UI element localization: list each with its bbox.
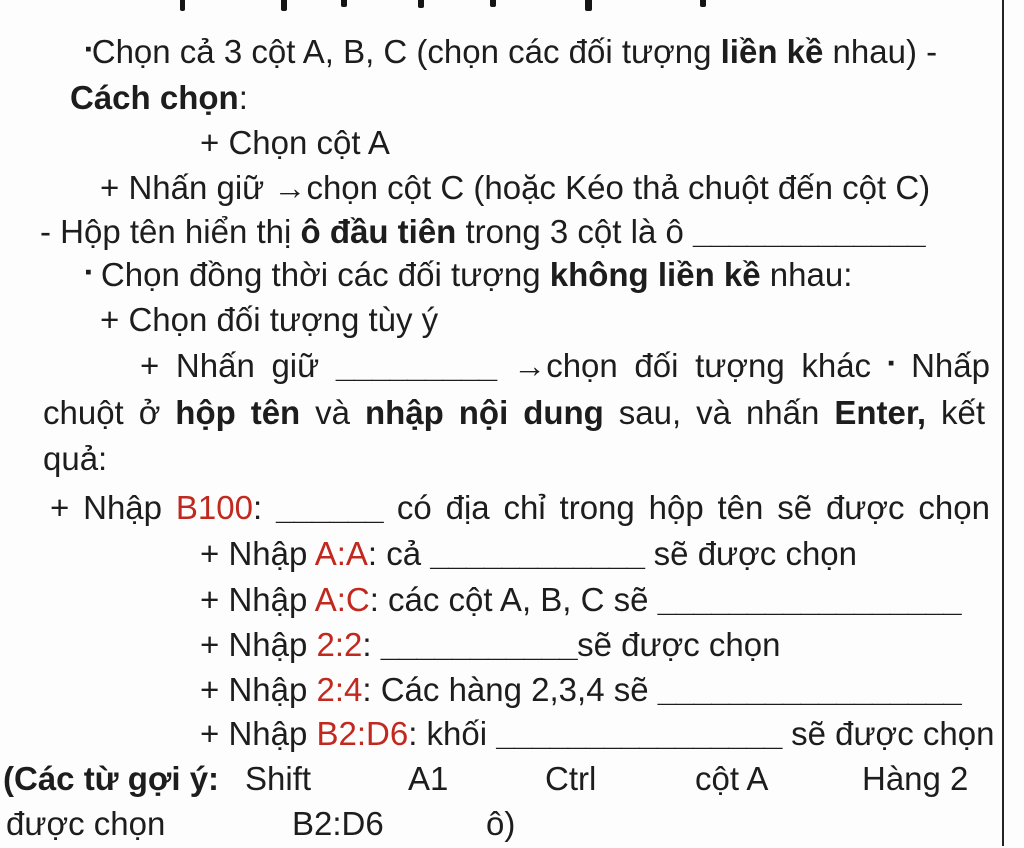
text-segment: nhấn [745, 394, 820, 431]
text-segment: tên [250, 394, 301, 431]
text-line [100, 166, 930, 212]
clipped-text-artifact [418, 0, 424, 8]
text-segment: và [696, 394, 731, 431]
red-reference-term: B2:D6 [316, 715, 409, 752]
text-segment: Nhấp [911, 347, 990, 384]
text-line [200, 712, 994, 758]
text-segment: ở [138, 394, 161, 431]
text-segment: chọn [546, 347, 618, 384]
text-segment: Ctrl [545, 760, 597, 797]
text-segment: chuột [43, 394, 124, 431]
text-line [85, 30, 937, 76]
text-segment: đối [634, 347, 679, 384]
text-segment: + Chọn cột A [200, 124, 390, 161]
text-segment: Chọn cả 3 cột A, B, C (chọn các đối tượng [91, 33, 721, 70]
text-segment: - Hộp tên hiển thị [40, 213, 301, 250]
text-segment: Enter, [834, 394, 927, 431]
text-line [200, 623, 780, 669]
text-segment: : cả [367, 535, 431, 572]
text-segment: sau, [618, 394, 682, 431]
text-line [200, 578, 961, 624]
text-segment: Shift [245, 760, 312, 797]
clipped-text-artifact [490, 0, 496, 7]
blank-underline: _________ [335, 347, 497, 384]
text-segment: + [50, 489, 70, 526]
text-segment: sẽ được chọn [644, 535, 858, 572]
text-segment: tượng [695, 347, 785, 384]
red-reference-term: 2:2 [316, 626, 363, 663]
blank-underline: ________________ [496, 715, 782, 752]
text-segment: + Nhập [200, 626, 317, 663]
text-line [100, 298, 438, 344]
text-segment: được chọn [6, 805, 166, 842]
red-reference-term: A:C [314, 581, 370, 618]
clipped-text-artifact [341, 0, 347, 7]
text-segment: (Các từ gợi ý: [3, 760, 220, 797]
text-segment: Nhấn [175, 347, 255, 384]
text-segment: Cách chọn [70, 79, 239, 116]
text-segment: : [362, 626, 381, 663]
text-segment: + Nhập [200, 581, 315, 618]
text-line [200, 532, 857, 578]
text-segment: quả: [43, 440, 108, 477]
blank-underline: _________________ [657, 671, 962, 708]
blank-underline: _________________ [657, 581, 962, 618]
text-segment: địa [445, 489, 490, 526]
page-edge-line [1002, 0, 1004, 846]
text-segment: + [140, 347, 160, 384]
text-line [140, 344, 990, 390]
text-segment: + Nhập [200, 671, 317, 708]
text-segment: + Nhấn giữ [100, 169, 274, 206]
text-segment: Chọn đồng thời các đối tượng [91, 256, 550, 293]
text-line [43, 437, 107, 483]
text-segment: được [825, 489, 905, 526]
text-segment: Nhập [83, 489, 163, 526]
text-segment: + Nhập [200, 715, 317, 752]
text-segment: ô đầu tiên [300, 213, 457, 250]
red-reference-term: 2:4 [316, 671, 363, 708]
text-segment: : các cột A, B, C sẽ [369, 581, 658, 618]
text-segment: không liền kề [549, 256, 761, 293]
text-segment: : [238, 79, 248, 116]
text-line [40, 210, 925, 256]
clipped-text-artifact [700, 0, 706, 7]
blank-underline: ____________ [430, 535, 645, 572]
text-segment: nội [458, 394, 509, 431]
text-line [50, 486, 990, 532]
text-segment: + Chọn đối tượng tùy ý [100, 301, 439, 338]
text-segment: Hàng 2 [862, 760, 969, 797]
text-segment: sẽ [777, 489, 813, 526]
text-line [43, 391, 985, 437]
bullet-icon: ▪ [85, 39, 92, 60]
text-segment: nhau: [760, 256, 853, 293]
text-segment: : Các hàng 2,3,4 sẽ [362, 671, 658, 708]
clipped-text-artifact [180, 0, 185, 11]
text-line [200, 121, 390, 167]
text-segment: nhập [364, 394, 444, 431]
text-segment: dung [523, 394, 604, 431]
text-segment: và [315, 394, 351, 431]
text-segment: liền kề [720, 33, 824, 70]
text-segment: trong [559, 489, 635, 526]
blank-underline: ______ [275, 489, 384, 526]
text-segment: ô) [486, 805, 516, 842]
text-segment: có [396, 489, 432, 526]
text-segment [176, 486, 262, 530]
text-segment: + Nhập [200, 535, 315, 572]
text-segment: kết [940, 394, 985, 431]
text-segment: khác [801, 347, 872, 384]
clipped-text-artifact [281, 0, 287, 11]
text-line [85, 253, 852, 299]
text-segment: : [252, 489, 263, 526]
text-segment: sẽ được chọn [781, 715, 995, 752]
arrow-icon: → [513, 347, 547, 384]
text-segment: chọn [918, 489, 990, 526]
bullet-icon: ▪ [887, 353, 895, 374]
text-segment: nhau) - [823, 33, 938, 70]
text-segment: trong 3 cột là ô [456, 213, 693, 250]
text-segment: hộp [648, 489, 704, 526]
text-segment: B2:D6 [292, 805, 384, 842]
text-segment: chỉ [503, 489, 546, 526]
text-segment: A1 [408, 760, 449, 797]
text-segment: chọn cột C (hoặc Kéo thả chuột đến cột C) [306, 169, 931, 206]
clipped-text-artifact [585, 0, 592, 11]
text-segment: sẽ được chọn [577, 626, 781, 663]
text-line [70, 76, 248, 122]
arrow-icon: → [273, 169, 307, 206]
text-segment: hộp [175, 394, 236, 431]
text-segment: : khối [408, 715, 497, 752]
text-line [200, 668, 961, 714]
red-reference-term: B100 [175, 489, 253, 526]
blank-underline: _____________ [692, 213, 926, 250]
text-segment: tên [717, 489, 764, 526]
text-segment [513, 344, 618, 388]
text-segment: giữ [271, 347, 320, 384]
text-segment: cột A [695, 760, 769, 797]
text-line [0, 757, 1002, 803]
text-line [0, 802, 1002, 848]
bullet-icon: ▪ [85, 262, 92, 283]
red-reference-term: A:A [314, 535, 368, 572]
blank-underline: ___________ [380, 626, 578, 663]
